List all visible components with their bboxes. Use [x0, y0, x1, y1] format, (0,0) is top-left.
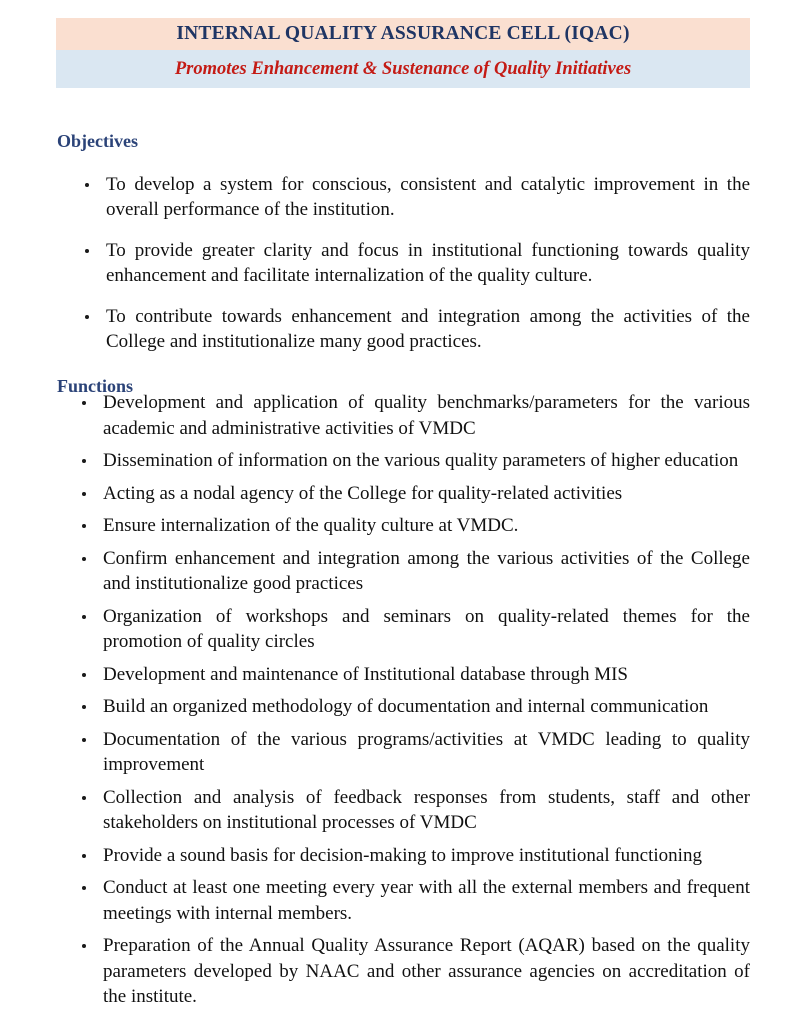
list-item: Provide a sound basis for decision-making to improve institutional functioning	[79, 843, 750, 869]
objectives-list	[82, 172, 750, 354]
list-item: Collection and analysis of feedback responses from students, staff and other stakeholders on institutional processes of VMDC	[79, 785, 750, 836]
list-item: Acting as a nodal agency of the College for quality-related activities	[79, 481, 750, 507]
list-item: To develop a system for conscious, consistent and catalytic improvement in the overall performance of the institution.	[82, 172, 750, 222]
list-item: To contribute towards enhancement and integration among the activities of the College and institutionalize many good practices.	[82, 304, 750, 354]
header-title-band	[56, 18, 750, 50]
section-heading-functions: Functions	[57, 375, 134, 396]
page-subtitle: Promotes Enhancement & Sustenance of Quality Initiatives	[174, 58, 632, 79]
list-item: Conduct at least one meeting every year with all the external members and frequent meetings with internal members.	[79, 875, 750, 926]
list-item: To provide greater clarity and focus in institutional functioning towards quality enhancement and facilitate internalization of the quality culture.	[82, 238, 750, 288]
page-header-banner	[56, 18, 750, 88]
list-item: Development and maintenance of Institutional database through MIS	[79, 662, 750, 688]
list-item: Preparation of the Annual Quality Assurance Report (AQAR) based on the quality parameters developed by NAAC and other assurance agencies on accreditation of the institute.	[79, 933, 750, 1010]
list-item: Ensure internalization of the quality culture at VMDC.	[79, 513, 750, 539]
section-heading-objectives: Objectives	[57, 130, 138, 151]
list-item: Development and application of quality benchmarks/parameters for the various academic and administrative activities of VMDC	[79, 390, 750, 441]
list-item: Dissemination of information on the various quality parameters of higher education	[79, 448, 750, 474]
header-subtitle-band	[56, 50, 750, 88]
functions-list	[79, 390, 750, 1010]
list-item: Documentation of the various programs/activities at VMDC leading to quality improvement	[79, 727, 750, 778]
list-item: Organization of workshops and seminars on quality-related themes for the promotion of quality circles	[79, 604, 750, 655]
page-title: INTERNAL QUALITY ASSURANCE CELL (IQAC)	[176, 23, 630, 44]
list-item: Build an organized methodology of documentation and internal communication	[79, 694, 750, 720]
list-item: Confirm enhancement and integration among the various activities of the College and institutionalize good practices	[79, 546, 750, 597]
